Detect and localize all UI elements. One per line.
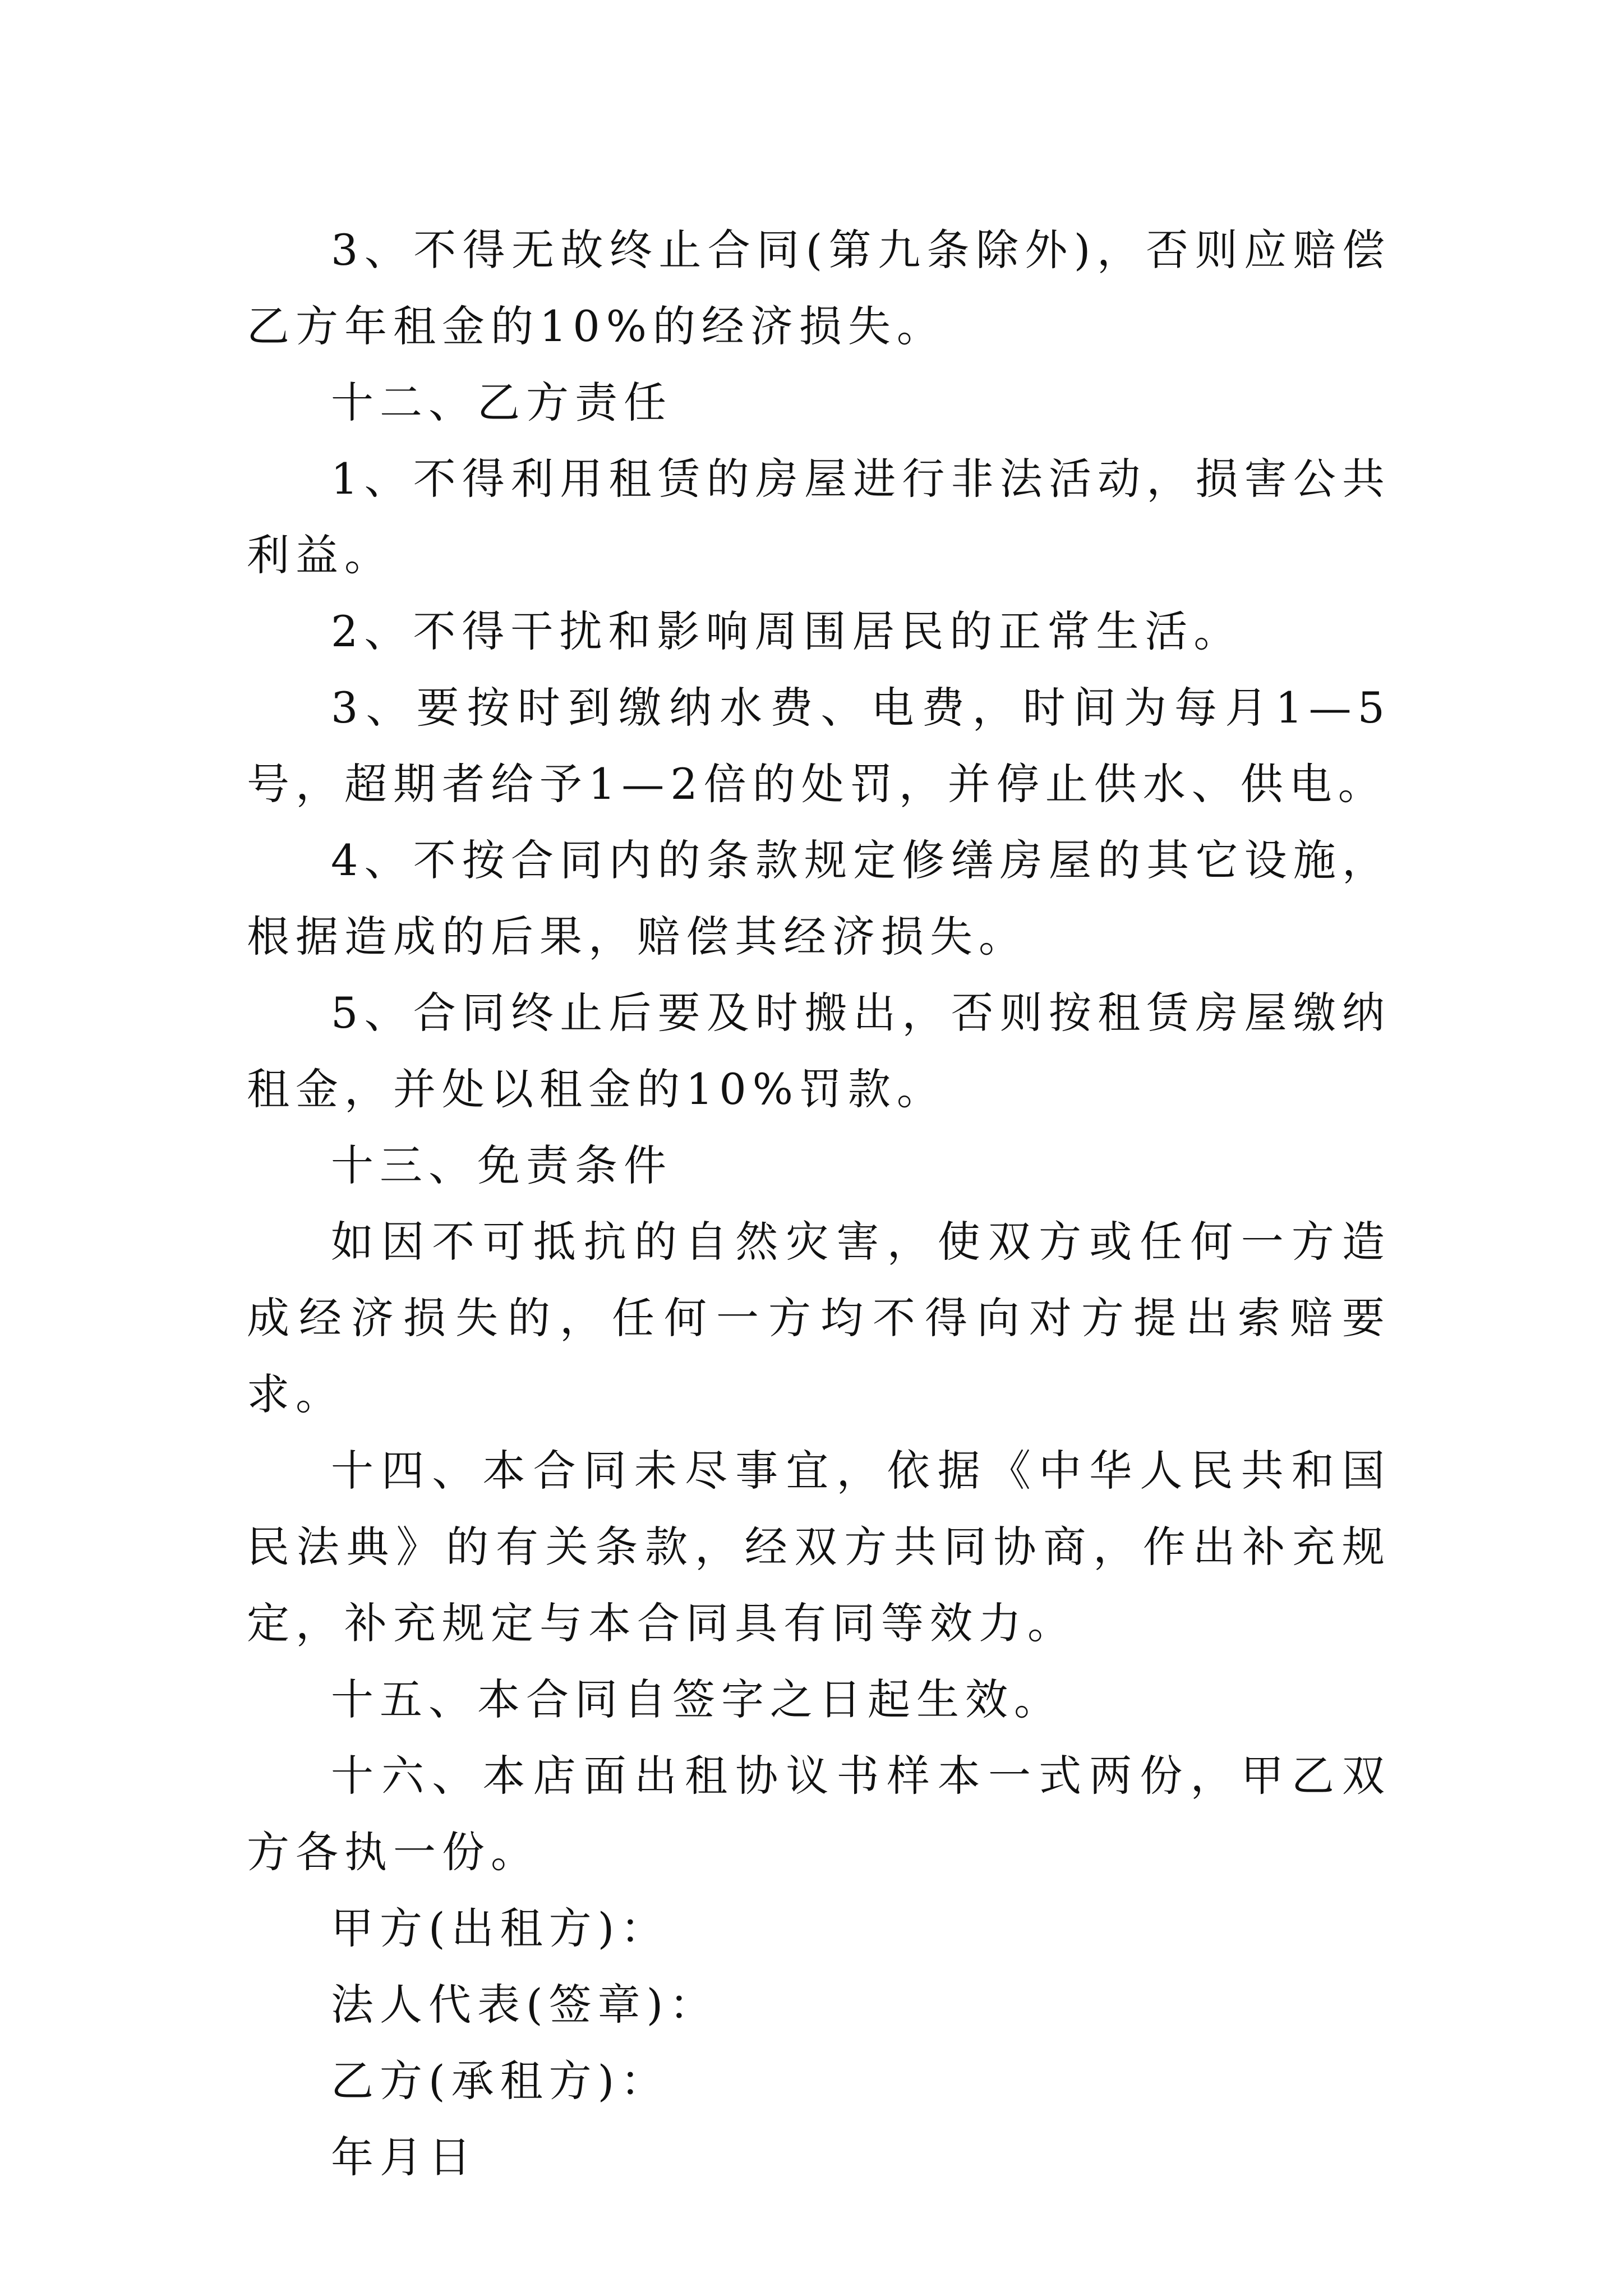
section-15: 十五、本合同自签字之日起生效。 [331, 1674, 1063, 1724]
clause-3-compensation: 3、不得无故终止合同(第九条除外)，否则应赔偿乙方年租金的10%的经济损失。 [247, 225, 1391, 351]
clause-12-3: 3、要按时到缴纳水费、电费，时间为每月1—5号，超期者给予1—2倍的处罚，并停止供水、供电。 [247, 683, 1391, 809]
document-body [247, 212, 1391, 2196]
legal-representative-line: 法人代表(签章)： [331, 1980, 718, 2030]
section-16: 十六、本店面出租协议书样本一式两份，甲乙双方各执一份。 [247, 1751, 1391, 1877]
party-a-signature-line: 甲方(出租方)： [331, 1903, 670, 1953]
clause-12-1: 1、不得利用租赁的房屋进行非法活动，损害公共利益。 [247, 454, 1391, 580]
party-b-signature-line: 乙方(承租方)： [331, 2056, 670, 2106]
section-14: 十四、本合同未尽事宜，依据《中华人民共和国民法典》的有关条款，经双方共同协商，作出补充规定，补充规定与本合同具有同等效力。 [247, 1446, 1391, 1648]
clause-12-5: 5、合同终止后要及时搬出，否则按租赁房屋缴纳租金，并处以租金的10%罚款。 [247, 988, 1391, 1114]
clause-12-2: 2、不得干扰和影响周围居民的正常生活。 [331, 606, 1243, 656]
date-line: 年月日 [331, 2132, 477, 2182]
clause-12-4: 4、不按合同内的条款规定修缮房屋的其它设施，根据造成的后果，赔偿其经济损失。 [247, 835, 1391, 961]
section-13-heading: 十三、免责条件 [331, 1140, 672, 1190]
clause-13-body: 如因不可抵抗的自然灾害，使双方或任何一方造成经济损失的，任何一方均不得向对方提出索赔要求。 [247, 1217, 1391, 1419]
section-12-heading: 十二、乙方责任 [331, 378, 672, 427]
